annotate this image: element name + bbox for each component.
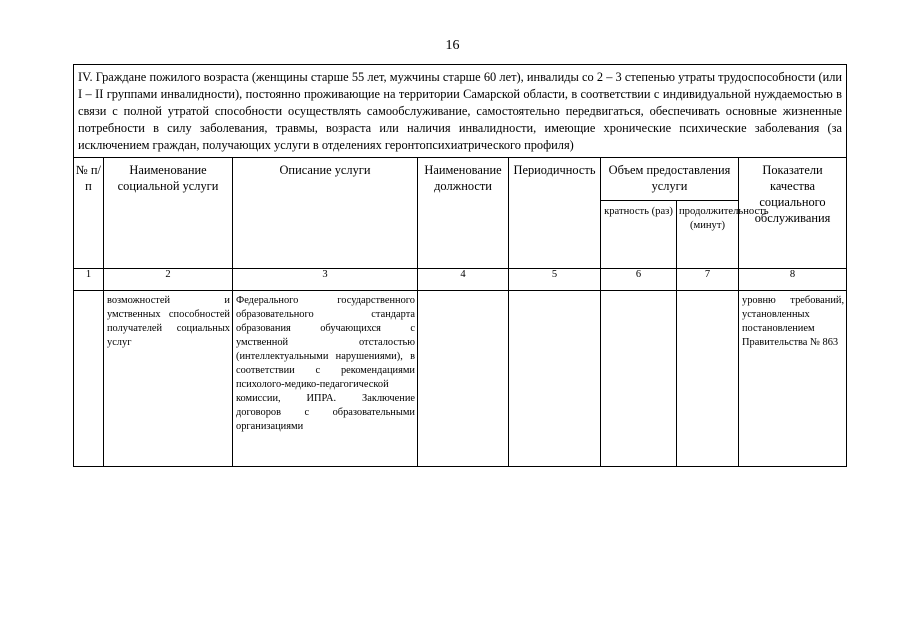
header-service-name: Наименование социальной услуги	[104, 158, 233, 269]
column-number: 2	[104, 269, 233, 291]
header-duration: продолжительность (минут)	[677, 201, 739, 269]
cell-quality: уровню требований, установленных постановлением Правительства № 863	[739, 291, 847, 467]
header-periodicity: Периодичность	[509, 158, 601, 269]
header-description: Описание услуги	[233, 158, 418, 269]
cell-service-name: возможностей и умственных способностей получателей социальных услуг	[104, 291, 233, 467]
services-table	[73, 64, 847, 467]
column-number: 4	[418, 269, 509, 291]
cell-periodicity	[509, 291, 601, 467]
page-number: 16	[445, 38, 460, 53]
header-position: Наименование должности	[418, 158, 509, 269]
column-number: 5	[509, 269, 601, 291]
header-num: № п/п	[74, 158, 104, 269]
header-volume: Объем предоставления услуги	[601, 158, 739, 201]
cell-duration	[677, 291, 739, 467]
column-number: 3	[233, 269, 418, 291]
header-frequency: кратность (раз)	[601, 201, 677, 269]
cell-frequency	[601, 291, 677, 467]
header-quality: Показатели качества социального обслуживания	[739, 158, 847, 269]
cell-description: Федерального государственного образовательного стандарта образования обучающихся с умственной отсталостью (интеллектуальными нарушениями), в соответствии с рекомендациями психолого-медико-педагогической комиссии, ИПРА. Заключение договоров с образовательными организациями	[233, 291, 418, 467]
cell-num	[74, 291, 104, 467]
column-number: 6	[601, 269, 677, 291]
column-number: 1	[74, 269, 104, 291]
section-heading: IV. Граждане пожилого возраста (женщины старше 55 лет, мужчины старше 60 лет), инвалиды со 2 – 3 степенью утраты трудоспособности (или I – II группами инвалидности), постоянно проживающие на территории Самарской области, в соответствии с индивидуальной нуждаемостью в связи с полной утратой способности осуществлять самообслуживание, самостоятельно передвигаться, обеспечивать основные жизненные потребности в силу заболевания, травмы, возраста или наличия инвалидности, имеющие хронические психические заболевания (за исключением граждан, получающих услуги в отделениях геронтопсихиатрического профиля)	[74, 65, 847, 158]
cell-position	[418, 291, 509, 467]
column-number: 7	[677, 269, 739, 291]
column-number: 8	[739, 269, 847, 291]
table-row	[74, 291, 847, 467]
